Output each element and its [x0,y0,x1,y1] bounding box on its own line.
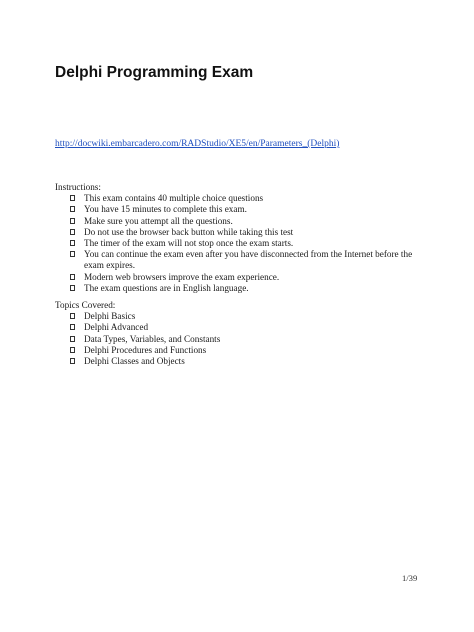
topics-label: Topics Covered: [55,300,116,310]
instructions-section [55,182,425,294]
list-item [55,272,425,283]
list-item [55,193,425,204]
list-item-text: You can continue the exam even after you have disconnected from the Internet before the exam expires. [84,249,413,271]
checkbox-square-icon [70,336,75,342]
list-item-text: Data Types, Variables, and Constants [84,333,221,344]
topics-list [55,311,425,367]
list-item-text: Delphi Advanced [84,322,149,333]
page-title: Delphi Programming Exam [55,64,254,81]
topics-section [55,300,425,367]
list-item [55,216,425,227]
checkbox-square-icon [70,274,75,280]
list-item [55,322,425,333]
page-number: 1/39 [402,573,418,583]
list-item [55,345,425,356]
list-item [55,227,425,238]
list-item-text: Do not use the browser back button while taking this test [84,226,294,237]
checkbox-square-icon [70,313,75,319]
checkbox-square-icon [70,195,75,201]
list-item-text: Delphi Basics [84,311,136,322]
list-item-text: Make sure you attempt all the questions. [84,215,233,226]
list-item [55,249,425,271]
list-item [55,334,425,345]
checkbox-square-icon [70,358,75,364]
list-item-text: You have 15 minutes to complete this exam. [84,204,247,215]
checkbox-square-icon [70,240,75,246]
checkbox-square-icon [70,206,75,212]
instructions-label: Instructions: [55,182,101,192]
list-item [55,204,425,215]
list-item-text: The exam questions are in English language. [84,282,249,293]
list-item-text: Modern web browsers improve the exam experience. [84,271,280,282]
list-item [55,238,425,249]
list-item [55,356,425,367]
checkbox-square-icon [70,347,75,353]
reference-link[interactable]: http://docwiki.embarcadero.com/RADStudio/XE5/en/Parameters_(Delphi) [55,139,340,149]
checkbox-square-icon [70,251,75,257]
checkbox-square-icon [70,324,75,330]
checkbox-square-icon [70,218,75,224]
checkbox-square-icon [70,285,75,291]
instructions-list [55,193,425,294]
list-item [55,311,425,322]
checkbox-square-icon [70,229,75,235]
list-item-text: This exam contains 40 multiple choice questions [84,193,264,204]
list-item-text: The timer of the exam will not stop once the exam starts. [84,238,294,249]
list-item-text: Delphi Classes and Objects [84,356,185,367]
list-item-text: Delphi Procedures and Functions [84,344,207,355]
list-item [55,283,425,294]
